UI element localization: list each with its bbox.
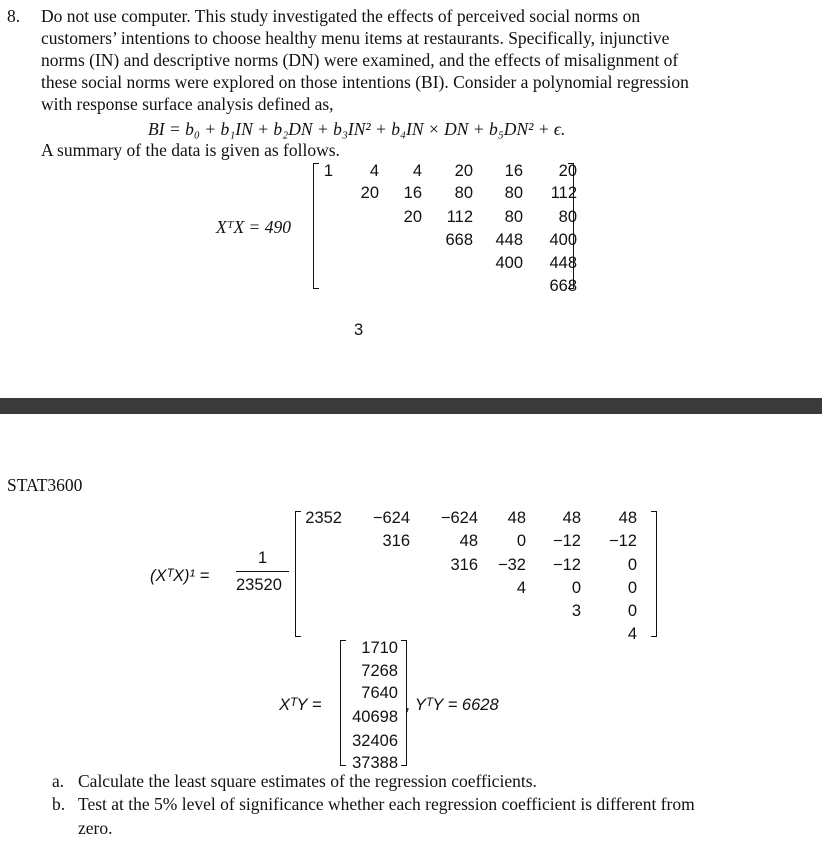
matrix-cell: 400 bbox=[495, 254, 523, 272]
question-line: customers’ intentions to choose healthy menu items at restaurants. Specifically, injunctive bbox=[41, 28, 670, 48]
xtx-inv-label: (XᵀX)¹ = bbox=[150, 567, 210, 585]
question-line: with response surface analysis defined as, bbox=[41, 94, 334, 114]
matrix-cell: 0 bbox=[627, 602, 637, 620]
matrix-cell: 20 bbox=[558, 162, 577, 180]
matrix-cell: 1710 bbox=[361, 639, 398, 657]
matrix-cell: 80 bbox=[558, 208, 577, 226]
matrix-cell: −624 bbox=[440, 509, 478, 527]
course-label: STAT3600 bbox=[7, 475, 83, 495]
matrix-cell: 4 bbox=[627, 625, 637, 643]
matrix-cell: 20 bbox=[454, 162, 473, 180]
matrix-cell: 20 bbox=[403, 208, 422, 226]
matrix-cell: 668 bbox=[549, 277, 577, 295]
xty-left-bracket bbox=[340, 640, 346, 766]
matrix-cell: 40698 bbox=[352, 708, 398, 726]
matrix-cell: 668 bbox=[445, 231, 473, 249]
matrix-cell: 48 bbox=[507, 509, 526, 527]
matrix-cell: 48 bbox=[618, 509, 637, 527]
matrix-cell: 3 bbox=[571, 602, 581, 620]
matrix-cell: 0 bbox=[571, 579, 581, 597]
fraction-numerator: 1 bbox=[258, 549, 268, 567]
xty-label: XᵀY = bbox=[279, 696, 322, 714]
matrix-cell: 400 bbox=[549, 231, 577, 249]
matrix-cell: 0 bbox=[516, 532, 526, 550]
matrix-cell: 80 bbox=[454, 184, 473, 202]
task-marker: a. bbox=[52, 771, 65, 791]
matrix-cell: 448 bbox=[549, 254, 577, 272]
question-line: these social norms were explored on those intentions (BI). Consider a polynomial regression bbox=[41, 72, 689, 92]
xtx-inv-left-bracket bbox=[295, 511, 301, 637]
matrix-cell: 1 bbox=[323, 162, 333, 180]
matrix-cell: 4 bbox=[369, 162, 379, 180]
matrix-cell: 448 bbox=[495, 231, 523, 249]
matrix-cell: −12 bbox=[609, 532, 637, 550]
matrix-cell: 7268 bbox=[361, 662, 398, 680]
task-text: Calculate the least square estimates of the regression coefficients. bbox=[78, 771, 537, 791]
matrix-cell: 316 bbox=[382, 532, 410, 550]
matrix-cell: 316 bbox=[450, 556, 478, 574]
task-text: Test at the 5% level of significance whether each regression coefficient is different from bbox=[78, 794, 695, 814]
matrix-cell: 16 bbox=[403, 184, 422, 202]
matrix-cell: 80 bbox=[504, 184, 523, 202]
summary-line: A summary of the data is given as follows. bbox=[41, 140, 340, 160]
xtx-label: XᵀX = 490 bbox=[216, 217, 291, 237]
page-number: 3 bbox=[354, 321, 364, 339]
matrix-cell: 0 bbox=[627, 579, 637, 597]
question-line: Do not use computer. This study investigated the effects of perceived social norms on bbox=[41, 6, 641, 26]
matrix-cell: 0 bbox=[627, 556, 637, 574]
task-continuation: zero. bbox=[78, 818, 113, 838]
matrix-cell: 4 bbox=[412, 162, 422, 180]
matrix-cell: 80 bbox=[504, 208, 523, 226]
question-line: norms (IN) and descriptive norms (DN) were examined, and the effects of misalignment of bbox=[41, 50, 679, 70]
xtx-left-bracket bbox=[313, 163, 319, 289]
matrix-cell: 16 bbox=[504, 162, 523, 180]
matrix-cell: 20 bbox=[360, 184, 379, 202]
model-equation: BI = b₀ + b₁IN + b₂DN + b₃IN² + b₄IN × DN + b₅DN² + ϵ. bbox=[148, 119, 566, 139]
matrix-cell: −32 bbox=[498, 556, 526, 574]
fraction-bar bbox=[236, 571, 289, 572]
xtx-inv-right-bracket bbox=[651, 511, 657, 637]
question-number: 8. bbox=[7, 6, 21, 26]
fraction-denominator: 23520 bbox=[236, 576, 282, 594]
matrix-cell: −12 bbox=[553, 532, 581, 550]
matrix-cell: 112 bbox=[550, 184, 577, 202]
matrix-cell: 37388 bbox=[352, 754, 398, 772]
matrix-cell: 48 bbox=[459, 532, 478, 550]
task-marker: b. bbox=[52, 794, 66, 814]
matrix-cell: 7640 bbox=[361, 684, 398, 702]
matrix-cell: 2352 bbox=[305, 509, 342, 527]
matrix-cell: −12 bbox=[553, 556, 581, 574]
matrix-cell: −624 bbox=[372, 509, 410, 527]
matrix-cell: 48 bbox=[562, 509, 581, 527]
matrix-cell: 112 bbox=[446, 208, 473, 226]
page-divider bbox=[0, 398, 822, 414]
matrix-cell: 4 bbox=[516, 579, 526, 597]
matrix-cell: 32406 bbox=[352, 732, 398, 750]
yty-value: , YᵀY = 6628 bbox=[406, 696, 499, 714]
